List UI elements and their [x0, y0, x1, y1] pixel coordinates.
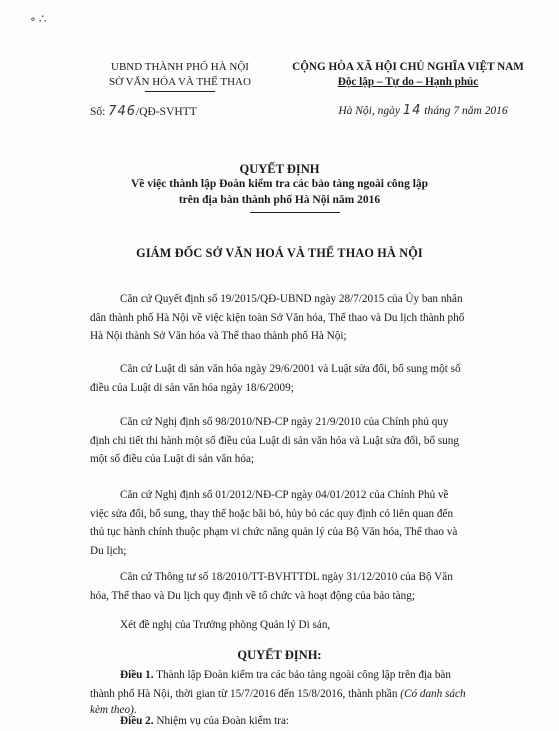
paragraph-line: dân thành phố Hà Nội về việc kiện toàn Sở Văn hóa, Thể thao và Du lịch thành phố	[90, 311, 465, 324]
org-name-city: UBND THÀNH PHỐ HÀ NỘI	[111, 61, 249, 73]
org-name-department: SỞ VĂN HÓA VÀ THỂ THAO	[109, 76, 251, 88]
issue-date	[268, 103, 548, 118]
paragraph-line: Xét đề nghị của Trưởng phòng Quản lý Di sản,	[120, 619, 331, 631]
paragraph-line: Du lịch;	[90, 544, 127, 557]
decision-heading: QUYẾT ĐỊNH:	[237, 648, 322, 662]
subject-line-1: Về việc thành lập Đoàn kiểm tra các bảo tàng ngoài công lập	[130, 178, 429, 190]
paragraph-decree-98	[90, 413, 543, 469]
number-prefix: Số:	[90, 106, 106, 118]
paragraph-line: Căn cứ Quyết định số 19/2015/QĐ-UBND ngày 28/7/2015 của Ủy ban nhân	[120, 293, 463, 305]
date-suffix: tháng 7 năm 2016	[424, 105, 508, 117]
paragraph-line: Hà Nội thành Sở Văn hóa và Thể thao thành phố Hà Nội;	[90, 330, 347, 342]
subject-line-2: trên địa bàn thành phố Hà Nội năm 2016	[178, 194, 381, 206]
paragraph-line: một số điều của Luật di sản văn hóa;	[90, 453, 255, 465]
left-header	[80, 60, 280, 119]
paragraph-circular-18	[90, 568, 543, 605]
article-1-line-1	[90, 666, 543, 685]
document-number	[80, 104, 280, 119]
number-suffix: /QĐ-SVHTT	[136, 106, 197, 118]
article-1-text: Thành lập Đoàn kiểm tra các bảo tàng ngoài công lập trên địa bàn	[156, 669, 451, 681]
national-title: CỘNG HÒA XÃ HỘI CHỦ NGHĨA VIỆT NAM	[292, 61, 524, 73]
paragraph-line: việc sửa đổi, bổ sung, thay thế hoặc bãi bỏ, hủy bỏ các quy định có liên quan đến	[90, 507, 454, 520]
number-handwritten: 746	[108, 104, 137, 119]
paragraph-line: Căn cứ Nghị định số 98/2010/NĐ-CP ngày 21/9/2010 của Chính phủ quy	[120, 416, 449, 428]
paragraph-heritage-law	[90, 360, 543, 397]
article-1-period: .	[133, 704, 137, 716]
authority-heading: GIÁM ĐỐC SỞ VĂN HOÁ VÀ THỂ THAO HÀ NỘI	[136, 246, 423, 260]
margin-mark: ∘ ∴	[30, 12, 47, 26]
article-1-label: Điều 1.	[120, 669, 154, 681]
motto-text: Độc lập – Tự do – Hạnh phúc	[337, 76, 479, 88]
paragraph-line: Căn cứ Luật di sản văn hóa ngày 29/6/2001 và Luật sửa đổi, bổ sung một số	[120, 363, 461, 375]
paragraph-line: điều của Luật di sản văn hóa ngày 18/6/2009;	[90, 381, 294, 394]
article-2-label: Điều 2.	[120, 715, 154, 727]
header-rule-left	[145, 91, 215, 92]
article-2-line	[90, 712, 543, 731]
paragraph-line: Căn cứ Nghị định số 01/2012/NĐ-CP ngày 04/01/2012 của Chính Phủ về	[120, 489, 449, 501]
subject-rule	[250, 212, 340, 213]
right-header	[268, 60, 548, 118]
paragraph-proposal	[90, 616, 543, 635]
article-2-text: Nhiệm vụ của Đoàn kiểm tra:	[156, 715, 290, 727]
paragraph-line: Căn cứ Thông tư số 18/2010/TT-BVHTTDL ngày 31/12/2010 của Bộ Văn	[120, 571, 453, 583]
date-handwritten: 14	[402, 103, 422, 118]
article-1-italic-note: (Có danh sách	[400, 687, 466, 700]
article-2	[90, 712, 543, 731]
national-motto	[268, 75, 548, 90]
paragraph-line: định chi tiết thi hành một số điều của Luật di sản văn hóa và Luật sửa đổi, bổ sung	[90, 434, 459, 447]
paragraph-line: hóa, Thể thao và Du lịch quy định về tổ chức và hoạt động của bảo tàng;	[90, 589, 415, 602]
document-title: QUYẾT ĐỊNH	[239, 162, 320, 176]
paragraph-decree-01	[90, 486, 543, 560]
paragraph-decision-19	[90, 290, 543, 346]
article-1-text-2: thành phố Hà Nội, thời gian từ 15/7/2016 đến 15/8/2016, thành phần	[90, 687, 398, 700]
paragraph-line: thủ tục hành chính thuộc phạm vi chức năng quản lý của Bộ Văn hóa, Thể thao và	[90, 526, 458, 538]
article-1-italic-note-end: kèm theo)	[90, 704, 134, 716]
date-prefix: Hà Nội, ngày	[338, 105, 400, 117]
